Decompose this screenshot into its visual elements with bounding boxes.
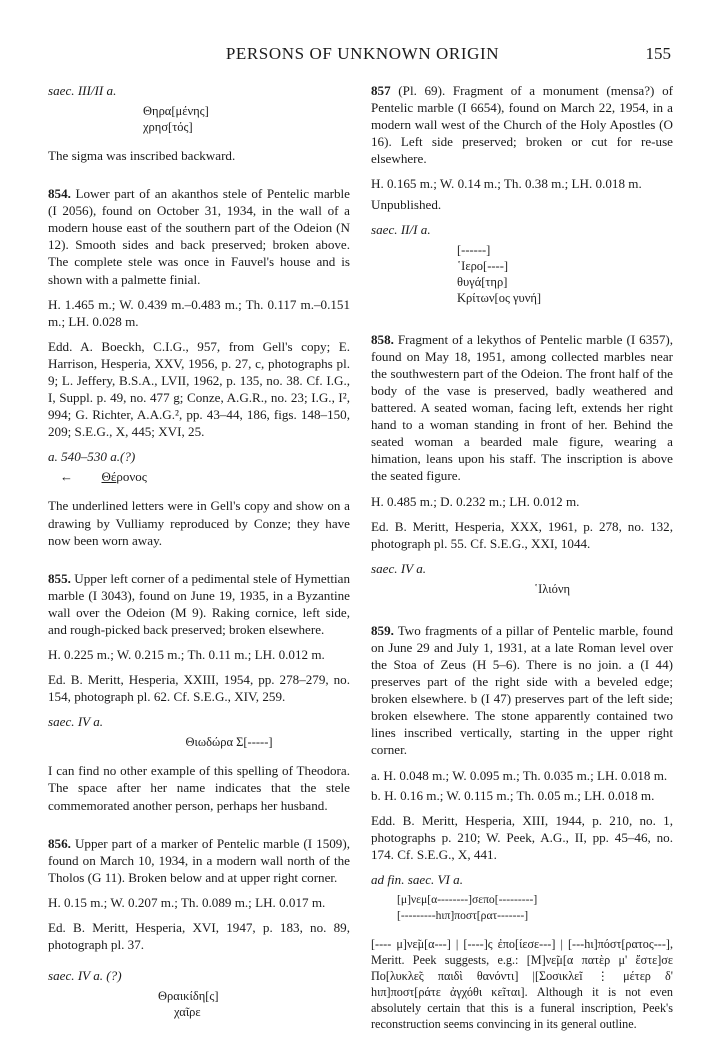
date-line: saec. II/I a. xyxy=(371,221,431,237)
inscription-line: ῾Ιερο[----] xyxy=(457,258,509,273)
measurements-b: b. H. 0.16 m.; W. 0.115 m.; Th. 0.05 m.; LH. 0.018 m. xyxy=(371,787,655,803)
entry-description: (Pl. 69). Fragment of a monument (mensa?) of Pentelic marble (I 6654), found on March 22, 1954, in a modern wall west of the Church of the Holy Apostles (O 16). Left side preserved; broken or cut for re-use elsewhere. xyxy=(371,83,673,167)
bibliography: Ed. B. Meritt, Hesperia, XXX, 1961, p. 278, no. 132, photograph pl. 55. Cf. S.E.G., XXI, 1044. xyxy=(371,518,673,551)
date-line: saec. IV a. (?) xyxy=(48,968,122,984)
entry-number: 854. xyxy=(48,186,71,202)
entry-856 xyxy=(48,835,350,1021)
inscription xyxy=(371,892,673,924)
entry-number: 859. xyxy=(371,622,394,638)
note: I can find no other example of this spelling of Theodora. The space after her name indicates that the stele commemorated another person, perhaps her husband. xyxy=(48,763,350,813)
date-line: saec. IV a. xyxy=(371,560,427,576)
bibliography: Edd. A. Boeckh, C.I.G., 957, from Gell's copy; E. Harrison, Hesperia, XXV, 1956, p. 27, c, photographs pl. 9; L. Jeffery, B.S.A., LVII, 1962, p. 135, no. 38. Cf. I.G., I, Suppl. p. 49, no. 477 g; Conze, A.G.R., no. 23; I.G., I², 994; G. Richter, A.A.G.², pp. 43–44, 186, figs. 148–150, 209; S.E.G., X, 445; XVI, 25. xyxy=(48,338,350,440)
date-line: ad fin. saec. VI a. xyxy=(371,872,464,887)
entry-859 xyxy=(371,622,673,1032)
entry-number: 858. xyxy=(371,331,394,347)
measurements: H. 0.225 m.; W. 0.215 m.; Th. 0.11 m.; LH. 0.012 m. xyxy=(48,647,325,663)
bibliography: Edd. B. Meritt, Hesperia, XIII, 1944, p. 210, no. 1, photographs p. 210; W. Peek, A.G., II, pp. 45–46, no. 174. Cf. S.E.G., X, 441. xyxy=(371,812,673,862)
note: The underlined letters were in Gell's copy and show on a drawing by Vulliamy reproduced by Conze; they have now been worn away. xyxy=(48,498,350,548)
left-column xyxy=(48,82,350,1032)
entry-854 xyxy=(48,185,350,549)
bibliography: Ed. B. Meritt, Hesperia, XVI, 1947, p. 183, no. 89, photograph pl. 37. xyxy=(48,920,350,953)
date-line: saec. III/II a. xyxy=(48,83,117,98)
entry-description: Fragment of a lekythos of Pentelic marble (I 6357), found on May 18, 1951, among collected marbles near the southwestern part of the Odeion. The front half of the body of the vase is preserved, badly weathered and battered. A seated woman, facing left, extends her right hand to a woman standing in front of her. Behind the seated woman a bearded male figure, wearing a himation, leans upon his staff. The inscription is above the seated figure. xyxy=(371,331,673,484)
inscription xyxy=(48,103,350,135)
measurements-a: a. H. 0.048 m.; W. 0.095 m.; Th. 0.035 m.; LH. 0.018 m. xyxy=(371,767,668,783)
entry-description: Upper left corner of a pedimental stele of Hymettian marble (I 3043), found on June 19, 1935, in a Byzantine wall over the Odeion (M 9). Raking cornice, left side, and rough-picked back preserved; broken elsewhere. xyxy=(48,570,350,637)
inscription-line: θυγά[τηρ] xyxy=(457,274,508,289)
entry-number: 856. xyxy=(48,835,71,851)
inscription: ῾Ιλιόνη xyxy=(533,581,571,596)
running-head: PERSONS OF UNKNOWN ORIGIN xyxy=(225,44,500,63)
inscription-text: ρονος xyxy=(116,469,147,485)
inscription: Θιωδώρα Σ[-----] xyxy=(185,735,273,750)
entry-description: Upper part of a marker of Pentelic marble (I 1509), found on March 10, 1934, in a modern wall north of the Tholos (G 11). Broken below and at upper right corner. xyxy=(48,835,350,885)
measurements: H. 1.465 m.; W. 0.439 m.–0.483 m.; Th. 0.117 m.–0.151 m.; LH. 0.028 m. xyxy=(48,296,350,329)
inscription-line: Κρίτων[ος γυνή] xyxy=(457,290,542,305)
date-line: saec. IV a. xyxy=(48,714,104,730)
bibliography: Ed. B. Meritt, Hesperia, XXIII, 1954, pp. 278–279, no. 154, photograph pl. 62. Cf. S.E.G., XIV, 259. xyxy=(48,672,350,705)
entry-number: 857 xyxy=(371,83,391,98)
note: The sigma was inscribed backward. xyxy=(48,148,236,163)
inscription-line: [------] xyxy=(457,242,491,257)
entry-857 xyxy=(371,82,673,306)
inscription-line: χαῖρε xyxy=(174,1005,201,1020)
measurements: H. 0.15 m.; W. 0.207 m.; Th. 0.089 m.; LH. 0.017 m. xyxy=(48,894,326,910)
inscription xyxy=(48,469,350,485)
entry-number: 855. xyxy=(48,570,71,586)
page-number: 155 xyxy=(645,44,671,63)
inscription xyxy=(371,242,673,306)
inscription-line: [---------hιπ]ποστ[ρατ-------] xyxy=(397,909,529,922)
right-column xyxy=(371,82,673,1040)
entry-858 xyxy=(371,331,673,597)
measurements: H. 0.165 m.; W. 0.14 m.; Th. 0.38 m.; LH. 0.018 m. xyxy=(371,176,642,192)
inscription xyxy=(48,988,350,1020)
commentary: [---- μ]νε̃μ[α---] | [----]ς ἐπο[ίεσε---] | [---hι]πόστ[ρατος---], Meritt. Peek suggests, e.g.: [Μ]νε̃μ[α πατὲρ μ' ἔστε]σε Πο[λυκλε̃ς παιδὶ θανόντι] |[Σοσικλεĩ ⋮ μέτερ δ' hιπ]ποστ[ράτε ἀγχόθι κεĩται]. Although it is not even absolutely certain that this is a funeral inscription, Peek's reconstruction seems convincing in its general outline. xyxy=(371,937,673,1031)
entry-description: Lower part of an akanthos stele of Pentelic marble (I 2056), found on October 31, 1934, in the wall of a modern house east of the southern part of the Odeion (N 12). Smooth sides and back preserved; broken above. The complete stele was once in Fauvel's house and is shown with a palmette finial. xyxy=(48,186,350,287)
inscription-line: Θηρα[μένης] xyxy=(143,104,209,118)
entry-853-tail xyxy=(48,82,350,164)
date-line: a. 540–530 a.(?) xyxy=(48,449,136,465)
publication-status: Unpublished. xyxy=(371,196,442,212)
arrow-left-icon: ← xyxy=(60,469,73,485)
inscription-line: [μ]νεμ[α--------]σεπο[---------] xyxy=(397,893,538,906)
inscription-underlined-letters: Θέ xyxy=(101,469,117,485)
entry-description: Two fragments of a pillar of Pentelic marble, found on June 29 and July 1, 1931, at a late Roman level over the Stoa of Zeus (H 5–6). There is no join. a (I 44) preserves part of the right side with a beveled edge; broken elsewhere. b (I 47) preserves part of the left side; broken elsewhere. The stone apparently contained two lines inscribed vertically, starting in the upper right corner. xyxy=(371,622,673,758)
inscription-line: χρησ[τός] xyxy=(143,120,193,134)
inscription-line: Θραικίδη[ς] xyxy=(158,989,219,1004)
measurements: H. 0.485 m.; D. 0.232 m.; LH. 0.012 m. xyxy=(371,493,580,509)
entry-855 xyxy=(48,570,350,814)
